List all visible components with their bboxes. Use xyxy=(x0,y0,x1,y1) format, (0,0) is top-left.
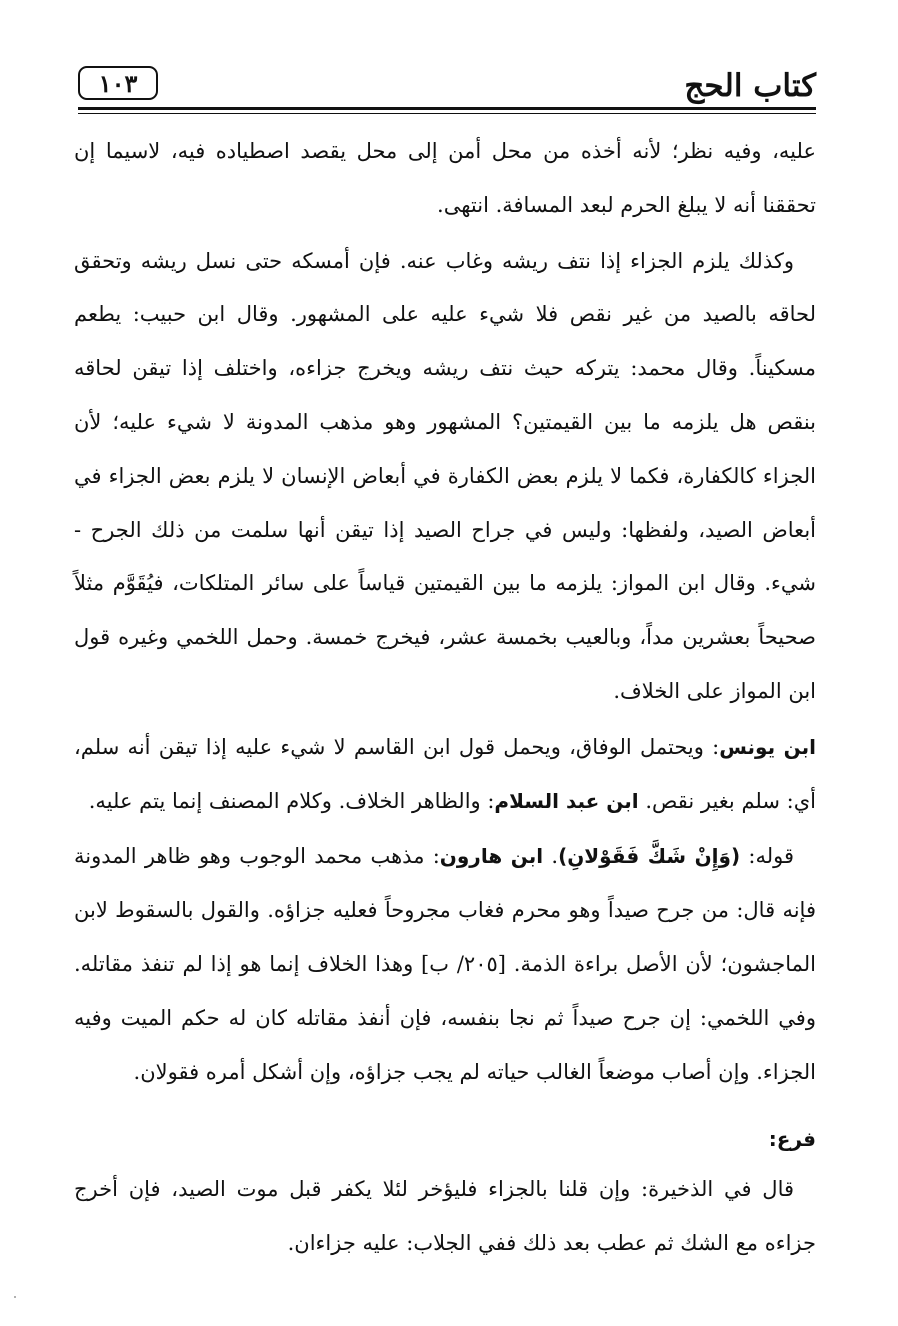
paragraph-4-lead: قوله: xyxy=(740,844,794,869)
page-number: ١٠٣ xyxy=(78,66,158,100)
quoted-matn: (وَإِنْ شَكَّ فَقَوْلانِ) xyxy=(558,844,741,869)
paragraph-5: قال في الذخيرة: وإن قلنا بالجزاء فليؤخر لئلا يكفر قبل موت الصيد، فإن أخرج جزاءه مع الشك ثم عطب بعد ذلك ففي الجلاب: عليه جزاءان. xyxy=(74,1177,816,1256)
margin-speck xyxy=(14,1296,16,1298)
main-text xyxy=(74,125,816,1271)
paragraph-1: عليه، وفيه نظر؛ لأنه أخذه من محل أمن إلى محل يقصد اصطياده فيه، لاسيما إن تحققنا أنه لا يبلغ الحرم لبعد المسافة. انتهى. xyxy=(74,139,816,217)
paragraph-4-dot: . xyxy=(543,844,559,869)
paragraph-4-text: : مذهب محمد الوجوب وهو ظاهر المدونة فإنه قال: من جرح صيداً وهو محرم فغاب مجروحاً فعليه جزاؤه. والقول بالسقوط لابن الماجشون؛ لأن الأصل براءة الذمة. [٢٠٥/ ب] وهذا الخلاف إنما هو إذا لم تنفذ مقاتله. وفي اللخمي: إن جرح صيداً ثم نجا بنفسه، فإن أنفذ مقاتله كان له حكم الميت وفيه الجزاء. وإن أصاب موضعاً الغالب حياته لم يجب جزاؤه، وإن أشكل أمره فقولان. xyxy=(74,844,817,1084)
header-rule xyxy=(78,107,816,110)
paragraph-2: وكذلك يلزم الجزاء إذا نتف ريشه وغاب عنه. فإن أمسكه حتى نسل ريشه وتحقق لحاقه بالصيد من غير نقص فلا شيء عليه على المشهور. وقال ابن حبيب: يطعم مسكيناً. وقال محمد: يتركه حيث نتف ريشه ويخرج جزاءه، واختلف إذا تيقن لحاقه بنقص هل يلزمه ما بين القيمتين؟ المشهور وهو مذهب المدونة لا شيء عليه؛ لأن الجزاء كالكفارة، فكما لا يلزم بعض الكفارة في أبعاض الإنسان لا يلزم بعض الجزاء في أبعاض الصيد، ولفظها: وليس في جراح الصيد إذا تيقن أنها سلمت من ذلك الجرح - شيء. وقال ابن المواز: يلزمه ما بين القيمتين قياساً على سائر المتلكات، فيُقَوَّم مثلاً صحيحاً بعشرين مداً، وبالعيب بخمسة عشر، فيخرج خمسة. وحمل اللخمي وغيره قول ابن المواز على الخلاف. xyxy=(74,248,816,703)
author-name-ibn-yunus: ابن يونس xyxy=(719,734,817,759)
paragraph-3-text: : ويحتمل الوفاق، ويحمل قول ابن القاسم لا شيء عليه إذا تيقن أنه سلم، أي: سلم بغير نقص. xyxy=(74,734,816,813)
header-rule-thin xyxy=(78,113,816,114)
paragraph-4 xyxy=(74,830,816,1099)
paragraph-3-text-2: : والظاهر الخلاف. وكلام المصنف إنما يتم عليه. xyxy=(88,788,495,813)
running-title: كتاب الحج xyxy=(684,68,816,104)
paragraph-3 xyxy=(74,721,816,829)
page-header xyxy=(78,60,816,118)
author-name-ibn-harun: ابن هارون xyxy=(439,844,544,869)
section-heading-far: فرع: xyxy=(768,1127,816,1152)
author-name-ibn-abd-al-salam: ابن عبد السلام xyxy=(494,788,639,813)
